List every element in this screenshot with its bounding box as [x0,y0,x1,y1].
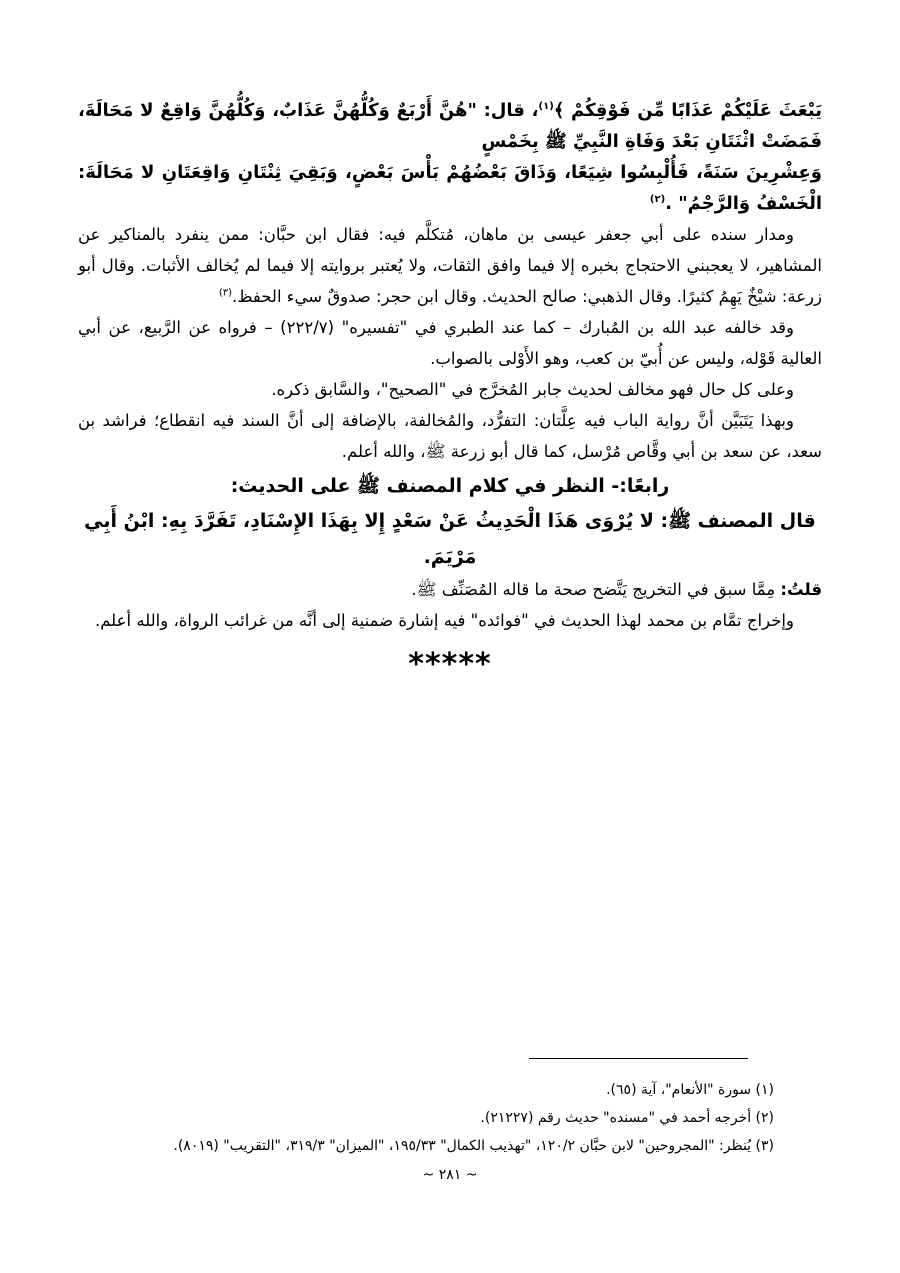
footnotes [70,1076,774,1160]
commentary-line [78,575,822,605]
page-number: ~ ٢٨١ ~ [422,1167,478,1183]
footnote-marker-3: (٣) [218,287,233,299]
paragraph-isnad [78,219,822,312]
author-quote-name: ابْنُ أَبِي مَرْيَمَ. [84,510,477,568]
paragraph-isnad-text: ومدار سنده على أبي جعفر عيسى بن ماهان، مُتكلَّم فيه: فقال ابن حبَّان: ممن ينفرد بالمناكير عن المشاهير، لا يعجبني الاحتجاج بخبره إلا فيما وافق الثقات، ولا يُعتبر بروايته إلا فيما لم يُخالف الأثبات. وقال أبو زرعة: شيْخٌ يَهِمُ كثيرًا. وقال الذهبي: صالح الحديث. وقال ابن حجر: صدوقٌ سيء الحفظ. [78,225,822,306]
author-quote-lead: قال المصنف ﷺ: [660,510,816,532]
section-heading: رابعًا:- النظر في كلام المصنف ﷺ على الحديث: [230,475,670,497]
paragraph-jabir: وعلى كل حال فهو مخالف لحديث جابر المُخرَّج في "الصحيح"، والسَّابق ذكره. [271,380,794,399]
section-separator-stars: ***** [408,647,492,682]
commentary-lead: قلتُ: [780,580,822,599]
closing-paragraph: وإخراج تمَّام بن محمد لهذا الحديث في "فوائده" فيه إشارة ضمنية إلى أنَّه من غرائب الرواة، والله أعلم. [94,611,794,630]
page-body [78,95,822,680]
commentary-text: مِمَّا سبق في التخريج يَتَّضح صحة ما قاله المُصَنِّف ﷺ. [411,580,776,599]
author-quote [78,503,822,575]
author-quote-text: لا يُرْوَى هَذَا الْحَدِيثُ عَنْ سَعْدٍ إِلا بِهَذَا الإِسْنَادِ، تَفَرَّدَ بِهِ: [161,510,654,532]
footnote-3: (٣) يُنظر: "المجروحين" لابن حبَّان ١٢٠/٢، "تهذيب الكمال" ١٩٥/٣٣، "الميزان" ٣١٩/٣، "التقريب" (٨٠١٩). [173,1138,774,1154]
hadith-line-2 [78,157,822,219]
footnote-marker-2: (٢) [649,194,666,205]
footnote-2: (٢) أخرجه أحمد في "مسنده" حديث رقم (٢١٢٢٧). [480,1110,774,1126]
footnote-divider [529,1058,748,1059]
footnote-marker-1: (١) [538,101,554,112]
paragraph-mubarak: وقد خالفه عبد الله بن المُبارك – كما عند الطبري في "تفسيره" (٢٢٢/٧) – فرواه عن الرَّبيع، عن أبي العالية قَوْله، وليس عن أُبيّ بن كعب، وهو الأَوْلى بالصواب. [78,318,822,368]
verse-hadith-line-1 [78,95,822,157]
paragraph-illal: وبهذا يَتَبَيَّن أنَّ رواية الباب فيه عِلَّتان: التفرُّد، والمُخالفة، بالإضافة إلى أنَّ السند فيه انقطاع؛ فراشد بن سعد، عن سعد بن أبي وقَّاص مُرْسل، كما قال أبو زرعة ﷺ، والله أعلم. [78,411,822,461]
hadith-text-2: وَعِشْرِينَ سَنَةً، فَأُلْبِسُوا شِيَعًا، وَذَاقَ بَعْضُهُمْ بَأْسَ بَعْضٍ، وَبَقِيَ ثِنْتَانِ وَاقِعَتَانِ لا مَحَالَةَ: الْخَسْفُ وَالرَّجْمُ" . [78,162,822,214]
footnote-1: (١) سورة "الأنعام"، آية (٦٥). [606,1082,774,1098]
verse-text: يَبْعَثَ عَلَيْكُمْ عَذَابًا مِّن فَوْقِكُمْ ﴾ [553,100,822,121]
hadith-text-1: ، قال: "هُنَّ أَرْبَعٌ وَكُلُّهُنَّ عَذَابٌ، وَكُلُّهُنَّ وَاقِعٌ لا مَحَالَةَ، فَمَضَتْ اثْنَتَانِ بَعْدَ وَفَاةِ النَّبِيِّ ﷺ بِخَمْسٍ [78,100,822,152]
